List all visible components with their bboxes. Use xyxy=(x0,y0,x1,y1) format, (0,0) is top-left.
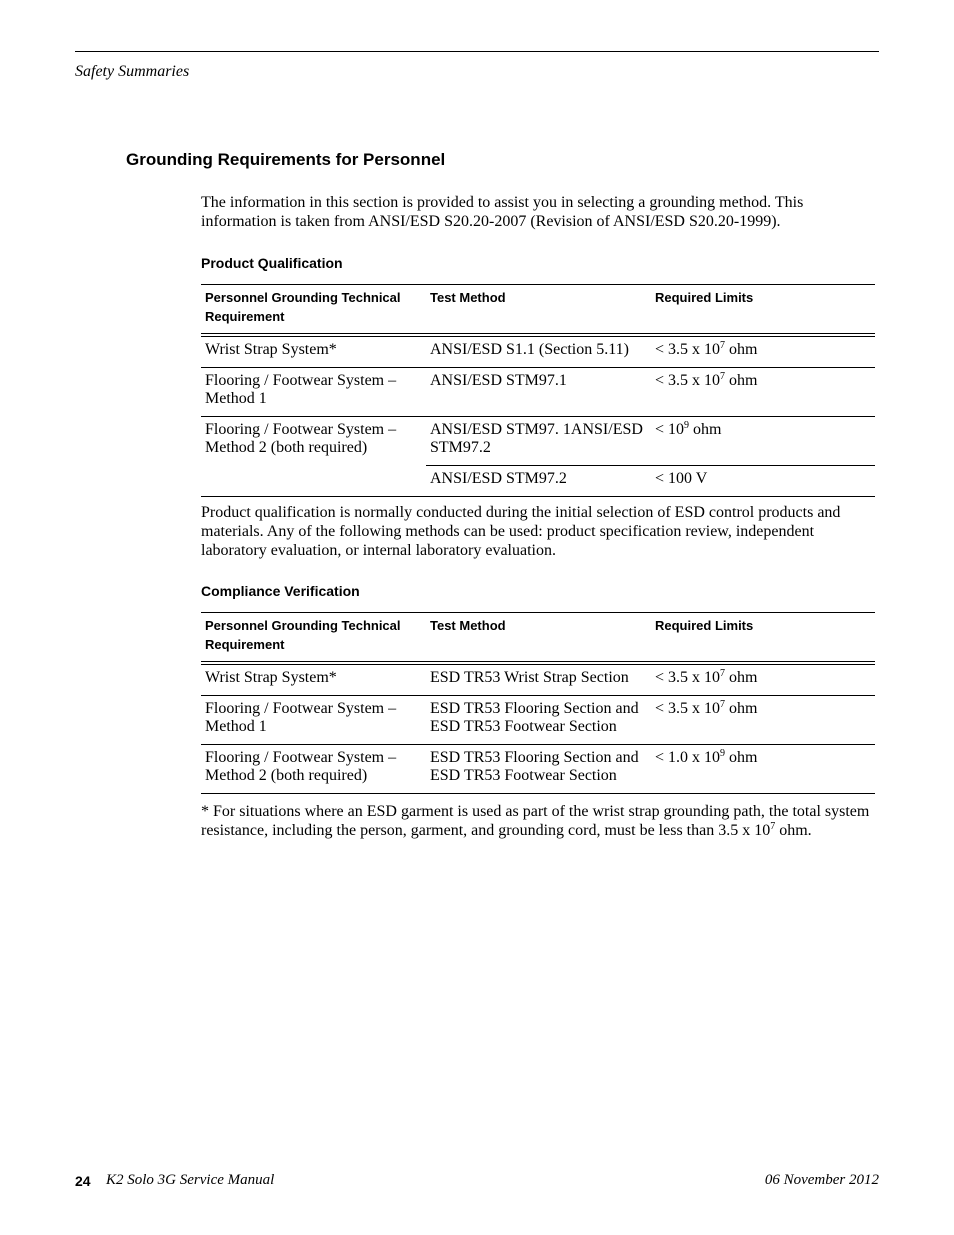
compliance-verification-table xyxy=(201,612,875,794)
test-method-cell: ANSI/ESD S1.1 (Section 5.11) xyxy=(426,335,651,368)
table-row xyxy=(201,335,875,368)
test-method-cell: ANSI/ESD STM97. 1ANSI/ESD STM97.2 xyxy=(426,417,651,466)
table-row xyxy=(201,745,875,794)
table-header-row xyxy=(201,613,875,664)
requirement-cell: Flooring / Footwear System – Method 2 (both required) xyxy=(205,421,397,456)
test-method-cell: ESD TR53 Flooring Section and ESD TR53 Footwear Section xyxy=(426,745,651,794)
table-header-row xyxy=(201,285,875,336)
requirement-cell: Flooring / Footwear System – Method 1 xyxy=(201,696,426,745)
column-header-required-limits: Required Limits xyxy=(651,613,875,664)
required-limit-cell: < 3.5 x $10^7$ ohm xyxy=(651,696,875,745)
column-header-requirement: Personnel Grounding Technical Requirement xyxy=(201,613,426,664)
compliance-verification-heading: Compliance Verification xyxy=(201,583,360,599)
requirement-cell xyxy=(201,466,426,497)
page-number: 24 xyxy=(75,1173,91,1189)
requirement-cell: Wrist Strap System* xyxy=(201,663,426,696)
test-method-cell: ANSI/ESD STM97.2 xyxy=(426,466,651,497)
intro-paragraph: The information in this section is provided to assist you in selecting a grounding method. This information is taken from ANSI/ESD S20.20-2007 (Revision of ANSI/ESD S20.20-1999). xyxy=(201,194,804,230)
running-head: Safety Summaries xyxy=(75,63,190,80)
column-header-test-method: Test Method xyxy=(426,613,651,664)
requirement-cell: Flooring / Footwear System – Method 2 (both required) xyxy=(201,745,426,794)
header-rule xyxy=(75,51,879,52)
required-limit-cell: < $10^9$ ohm xyxy=(651,417,875,466)
column-header-test-method: Test Method xyxy=(426,285,651,336)
required-limit-cell: < 100 V xyxy=(651,466,875,497)
test-method-cell: ESD TR53 Wrist Strap Section xyxy=(426,663,651,696)
required-limit-cell: < 1.0 x $10^9$ ohm xyxy=(651,745,875,794)
product-qualification-table xyxy=(201,284,875,497)
qualification-note: Product qualification is normally conducted during the initial selection of ESD control products and materials. Any of the following methods can be used: product specification review, independent laboratory evaluation, or internal laboratory evaluation. xyxy=(201,504,841,559)
table-row xyxy=(201,466,875,497)
test-method-cell: ANSI/ESD STM97.1 xyxy=(426,368,651,417)
table-row xyxy=(201,663,875,696)
required-limit-cell: < 3.5 x $10^7$ ohm xyxy=(651,335,875,368)
section-title: Grounding Requirements for Personnel xyxy=(126,150,446,169)
product-qualification-heading: Product Qualification xyxy=(201,255,343,271)
column-header-required-limits: Required Limits xyxy=(651,285,875,336)
requirement-cell: Wrist Strap System* xyxy=(201,335,426,368)
table-row xyxy=(201,417,875,466)
table-row xyxy=(201,368,875,417)
wrist-strap-footnote: * For situations where an ESD garment is used as part of the wrist strap grounding path, the total system resistance, including the person, garment, and grounding cord, must be less than 3.5 x $10^7$ ohm. xyxy=(201,803,870,839)
manual-title: K2 Solo 3G Service Manual xyxy=(106,1172,275,1188)
test-method-cell: ESD TR53 Flooring Section and ESD TR53 Footwear Section xyxy=(426,696,651,745)
required-limit-cell: < 3.5 x $10^7$ ohm xyxy=(651,663,875,696)
column-header-requirement: Personnel Grounding Technical Requirement xyxy=(201,285,426,336)
publication-date: 06 November 2012 xyxy=(764,1172,879,1188)
table-row xyxy=(201,696,875,745)
required-limit-cell: < 3.5 x $10^7$ ohm xyxy=(651,368,875,417)
requirement-cell: Flooring / Footwear System – Method 1 xyxy=(201,368,426,417)
